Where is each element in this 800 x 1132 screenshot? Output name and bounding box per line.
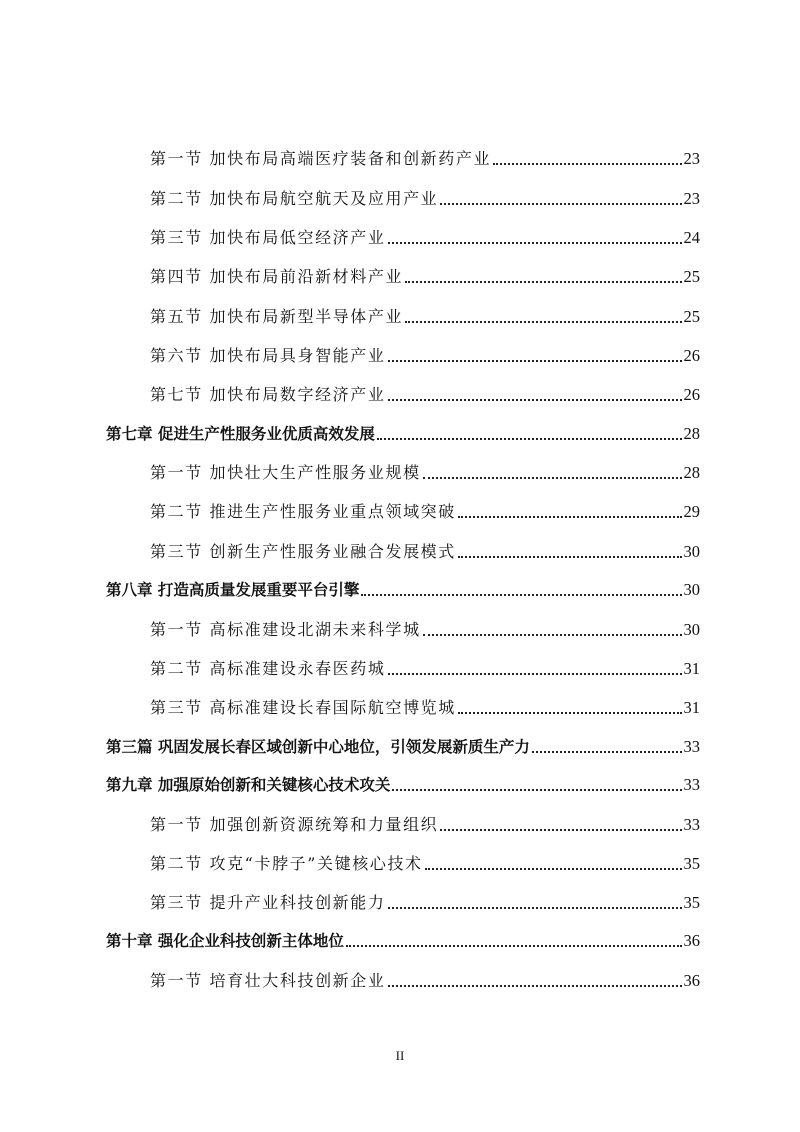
toc-page-number: 33 (683, 775, 700, 794)
toc-page-number: 30 (683, 542, 700, 561)
toc-entry-label: 第一节 高标准建设北湖未来科学城 (150, 620, 421, 639)
dot-leader (423, 634, 682, 636)
dot-leader (388, 242, 682, 244)
toc-entry[interactable] (150, 695, 700, 721)
toc-entry-label: 第十章 强化企业科技创新主体地位 (106, 932, 344, 950)
toc-page-number: 26 (683, 346, 700, 365)
toc-entry-label: 第二节 攻克“卡脖子”关键核心技术 (150, 854, 423, 873)
dot-leader (361, 594, 681, 596)
toc-entry[interactable] (150, 304, 700, 330)
toc-entry[interactable] (150, 146, 700, 172)
toc-entry-label: 第三篇 巩固发展长春区域创新中心地位，引领发展新质生产力 (106, 738, 530, 756)
toc-entry[interactable] (106, 772, 700, 798)
toc-page-number: 35 (683, 893, 700, 912)
toc-entry[interactable] (150, 186, 700, 212)
toc-page-number: 35 (683, 854, 700, 873)
toc-entry-label: 第七章 促进生产性服务业优质高效发展 (106, 425, 375, 443)
dot-leader (532, 751, 682, 753)
dot-leader (405, 321, 681, 323)
dot-leader (458, 516, 682, 518)
toc-page-number: 33 (683, 815, 700, 834)
toc-entry[interactable] (150, 499, 700, 525)
dot-leader (440, 203, 681, 205)
toc-page-number: 28 (683, 424, 700, 443)
toc-entry-label: 第二节 推进生产性服务业重点领域突破 (150, 502, 456, 521)
toc-page-number: 30 (683, 580, 700, 599)
dot-leader (377, 438, 682, 440)
toc-page-number: 36 (683, 931, 700, 950)
toc-entry[interactable] (150, 225, 700, 251)
toc-entry[interactable] (106, 421, 700, 447)
toc-entry[interactable] (106, 734, 700, 760)
toc-entry-label: 第三节 高标准建设长春国际航空博览城 (150, 698, 456, 717)
toc-page-number: 26 (683, 385, 700, 404)
toc-entry-label: 第八章 打造高质量发展重要平台引擎 (106, 581, 360, 599)
dot-leader (458, 556, 682, 558)
dot-leader (425, 868, 682, 870)
dot-leader (346, 945, 682, 947)
toc-page-number: 23 (683, 189, 700, 208)
toc-entry[interactable] (150, 343, 700, 369)
toc-entry[interactable] (150, 539, 700, 565)
toc-entry-label: 第二节 高标准建设永春医药城 (150, 659, 386, 678)
toc-entry-label: 第一节 加强创新资源统筹和力量组织 (150, 815, 439, 834)
toc-page-number: 29 (683, 502, 700, 521)
toc-page-number: 25 (683, 267, 700, 286)
toc-entry-label: 第二节 加快布局航空航天及应用产业 (150, 189, 439, 208)
toc-entry[interactable] (150, 968, 700, 994)
toc-page-number: 31 (683, 659, 700, 678)
dot-leader (388, 360, 682, 362)
toc-entry[interactable] (150, 656, 700, 682)
toc-entry[interactable] (150, 851, 700, 877)
toc-entry-label: 第一节 加快布局高端医疗装备和创新药产业 (150, 149, 492, 168)
toc-page-number: 30 (683, 620, 700, 639)
dot-leader (440, 829, 681, 831)
dot-leader (388, 399, 682, 401)
toc-entry-label: 第一节 培育壮大科技创新企业 (150, 971, 386, 990)
dot-leader (493, 163, 681, 165)
toc-entry-label: 第一节 加快壮大生产性服务业规模 (150, 463, 421, 482)
toc-entry-label: 第七节 加快布局数字经济产业 (150, 385, 386, 404)
toc-page-number: 36 (683, 971, 700, 990)
toc-entry-label: 第四节 加快布局前沿新材料产业 (150, 267, 404, 286)
toc-entry-label: 第五节 加快布局新型半导体产业 (150, 307, 404, 326)
toc-entry-label: 第九章 加强原始创新和关键核心技术攻关 (106, 776, 391, 794)
toc-entry[interactable] (150, 812, 700, 838)
dot-leader (423, 477, 682, 479)
toc-entry-label: 第三节 提升产业科技创新能力 (150, 893, 386, 912)
toc-page-number: 33 (683, 737, 700, 756)
dot-leader (388, 907, 682, 909)
toc-page-number: 23 (683, 149, 700, 168)
toc-entry-label: 第六节 加快布局具身智能产业 (150, 346, 386, 365)
dot-leader (388, 673, 682, 675)
dot-leader (392, 789, 681, 791)
dot-leader (405, 281, 681, 283)
toc-page-number: 31 (683, 698, 700, 717)
dot-leader (388, 985, 682, 987)
toc-entry[interactable] (106, 928, 700, 954)
toc-page-number: 25 (683, 307, 700, 326)
toc-entry[interactable] (150, 382, 700, 408)
dot-leader (458, 712, 682, 714)
toc-entry[interactable] (150, 460, 700, 486)
toc-page-number: 24 (683, 228, 700, 247)
toc-entry-label: 第三节 加快布局低空经济产业 (150, 228, 386, 247)
toc-page-number: 28 (683, 463, 700, 482)
toc-entry-label: 第三节 创新生产性服务业融合发展模式 (150, 542, 456, 561)
toc-entry[interactable] (150, 264, 700, 290)
toc-entry[interactable] (150, 890, 700, 916)
toc-entry[interactable] (150, 617, 700, 643)
page-footer-number: II (395, 1048, 405, 1063)
toc-entry[interactable] (106, 577, 700, 603)
